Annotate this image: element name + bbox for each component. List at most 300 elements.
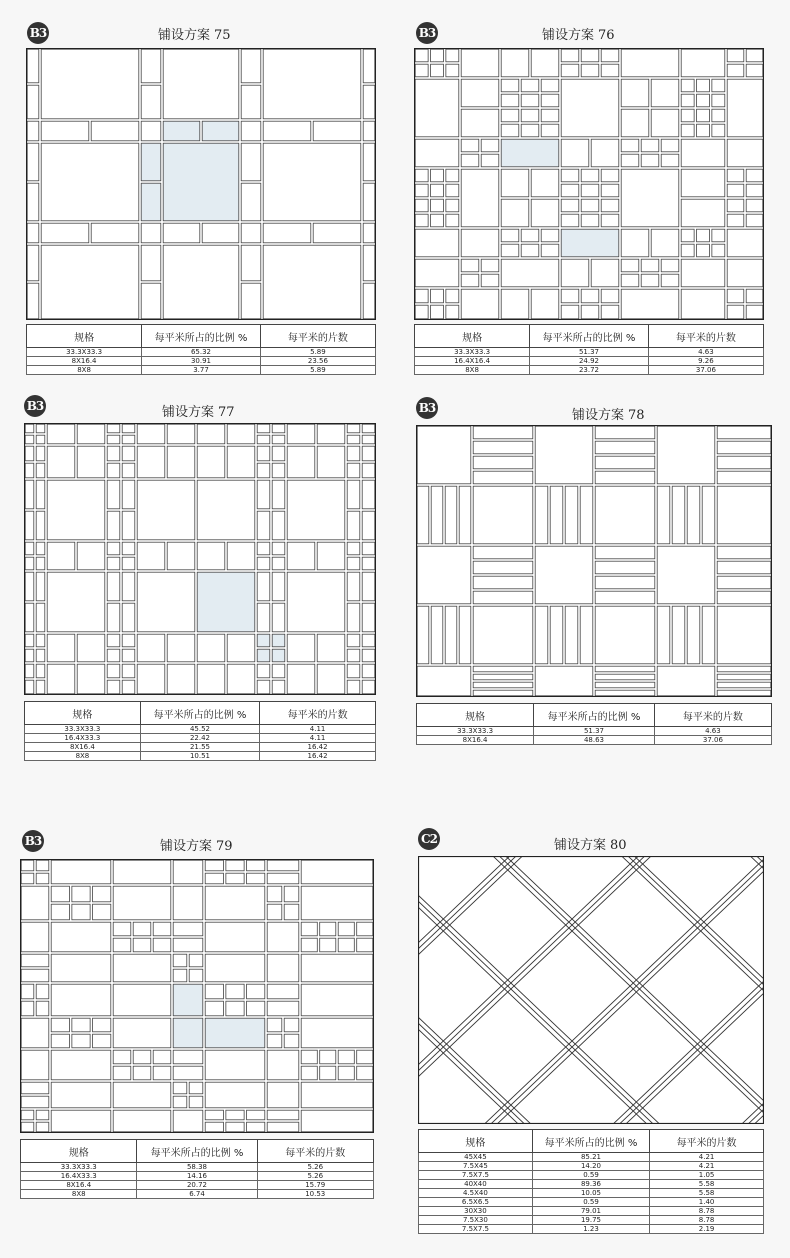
tile xyxy=(51,1050,111,1080)
tile xyxy=(561,305,579,319)
tile xyxy=(107,480,120,509)
tile xyxy=(473,666,533,672)
tile xyxy=(47,634,75,662)
tile xyxy=(347,664,360,678)
tile xyxy=(141,85,161,119)
table-cell: 5.58 xyxy=(650,1189,764,1198)
tile xyxy=(21,984,34,999)
tile xyxy=(727,305,744,319)
tile xyxy=(415,139,459,167)
tile xyxy=(257,446,270,461)
tile xyxy=(93,1034,111,1048)
tile xyxy=(197,664,225,694)
tile xyxy=(415,259,459,287)
tile xyxy=(247,873,265,884)
tile xyxy=(267,886,282,902)
tile xyxy=(595,561,655,574)
column-header: 每平米的片数 xyxy=(257,1140,374,1163)
tile xyxy=(267,1082,299,1108)
tile xyxy=(561,64,579,77)
tile xyxy=(257,542,270,555)
tile xyxy=(205,922,265,952)
table-row xyxy=(419,1207,764,1216)
tile xyxy=(47,480,105,540)
table-row xyxy=(419,1171,764,1180)
panel-title-text: 铺设方案 xyxy=(158,28,211,43)
tile xyxy=(241,283,261,319)
grout-line xyxy=(418,1010,764,1124)
tile xyxy=(363,49,375,83)
tile xyxy=(272,480,285,509)
table-row xyxy=(415,357,764,366)
tile xyxy=(36,557,45,570)
tile xyxy=(107,634,120,647)
tile xyxy=(672,486,685,544)
tile xyxy=(561,259,589,287)
column-header: 每平米的片数 xyxy=(650,1130,764,1153)
tile xyxy=(153,938,171,952)
grout-line xyxy=(418,856,764,1090)
tile xyxy=(473,690,533,696)
table-cell: 8X16.4 xyxy=(27,357,142,366)
tile xyxy=(746,184,763,197)
grout-line xyxy=(418,856,764,876)
table-cell: 4.11 xyxy=(260,725,376,734)
tile xyxy=(446,305,459,319)
tile xyxy=(461,139,479,152)
tile xyxy=(459,486,471,544)
tile xyxy=(362,680,375,694)
tile xyxy=(133,922,151,936)
tile xyxy=(317,542,345,570)
tile xyxy=(227,634,255,662)
tile xyxy=(595,426,655,439)
tile xyxy=(257,634,270,647)
spec-table xyxy=(418,1129,764,1234)
tile xyxy=(122,542,135,555)
tile xyxy=(320,1066,336,1080)
table-cell: 5.89 xyxy=(260,366,375,375)
tile xyxy=(717,471,771,484)
tile-pattern-diagram xyxy=(20,859,374,1133)
tile xyxy=(226,1110,244,1120)
spec-table xyxy=(20,1139,374,1199)
panel-title-text: 铺设方案 xyxy=(554,838,607,853)
tile xyxy=(595,456,655,469)
tile xyxy=(681,289,725,319)
tile xyxy=(21,1122,34,1132)
tile xyxy=(41,49,139,119)
tile xyxy=(717,546,771,559)
spec-table xyxy=(416,703,772,745)
tile xyxy=(535,426,593,484)
panel-badge: B3 xyxy=(416,22,438,44)
column-header: 每平米的片数 xyxy=(260,325,375,348)
tile xyxy=(717,690,771,696)
table-cell: 6.74 xyxy=(137,1190,257,1199)
tile xyxy=(301,938,317,952)
grout-line xyxy=(418,888,764,1124)
table-cell: 1.23 xyxy=(532,1225,649,1234)
tile xyxy=(445,486,457,544)
column-header: 规格 xyxy=(25,702,141,725)
tile xyxy=(521,109,539,122)
tile xyxy=(241,245,261,281)
tile xyxy=(601,169,619,182)
tile xyxy=(347,435,360,444)
tile xyxy=(267,860,299,871)
tile xyxy=(363,121,375,141)
table-cell: 7.5X7.5 xyxy=(419,1225,533,1234)
tile xyxy=(257,572,270,601)
tile xyxy=(727,49,744,62)
table-row xyxy=(21,1172,374,1181)
tile xyxy=(36,873,49,884)
table-cell: 0.59 xyxy=(532,1171,649,1180)
tile xyxy=(363,223,375,243)
tile xyxy=(91,223,139,243)
table-cell: 33.3X33.3 xyxy=(25,725,141,734)
tile xyxy=(25,680,34,694)
pattern-border xyxy=(419,857,764,1124)
tile xyxy=(501,139,559,167)
table-cell: 10.53 xyxy=(257,1190,374,1199)
tile xyxy=(27,283,39,319)
tile xyxy=(263,143,361,221)
tile xyxy=(27,223,39,243)
tile xyxy=(257,557,270,570)
panel-number: 78 xyxy=(628,408,645,423)
tile xyxy=(697,94,710,107)
tile xyxy=(362,446,375,461)
tile xyxy=(362,649,375,662)
spec-table xyxy=(414,324,764,375)
tile xyxy=(459,606,471,664)
tile xyxy=(197,424,225,444)
tile xyxy=(21,860,34,871)
tile xyxy=(51,860,111,884)
table-row xyxy=(419,1153,764,1162)
tile xyxy=(561,214,579,227)
table-cell: 4.21 xyxy=(650,1162,764,1171)
tile xyxy=(284,904,299,920)
tile xyxy=(446,64,459,77)
tile xyxy=(561,139,589,167)
tile xyxy=(347,603,360,632)
panel-title xyxy=(160,835,233,854)
tile xyxy=(257,649,270,662)
tile xyxy=(550,486,563,544)
table-cell: 16.42 xyxy=(260,752,376,761)
tile xyxy=(481,259,499,272)
tile xyxy=(651,229,679,257)
tile xyxy=(651,79,679,107)
tile xyxy=(417,606,429,664)
tile xyxy=(521,124,539,137)
tile xyxy=(287,480,345,540)
tile xyxy=(595,441,655,454)
tile xyxy=(320,1050,336,1064)
tile xyxy=(581,184,599,197)
tile xyxy=(362,664,375,678)
tile xyxy=(51,1034,69,1048)
tile xyxy=(362,480,375,509)
tile xyxy=(25,649,34,662)
tile xyxy=(93,886,111,902)
tile xyxy=(122,664,135,678)
tile xyxy=(167,424,195,444)
table-cell: 16.42 xyxy=(260,743,376,752)
tile xyxy=(241,121,261,141)
tile xyxy=(93,904,111,920)
tile xyxy=(272,424,285,433)
tile xyxy=(657,546,715,604)
column-header: 每平米所占的比例 % xyxy=(534,704,655,727)
tile xyxy=(263,49,361,119)
tile xyxy=(137,542,165,570)
tile xyxy=(561,184,579,197)
tile xyxy=(561,229,619,257)
tile xyxy=(257,480,270,509)
tile xyxy=(21,873,34,884)
tile xyxy=(122,572,135,601)
tile xyxy=(301,1110,373,1132)
grout-line xyxy=(418,856,764,968)
grout-line xyxy=(418,856,764,1124)
table-cell: 8X16.4 xyxy=(417,736,534,745)
tile xyxy=(417,546,471,604)
tile xyxy=(272,511,285,540)
tile xyxy=(535,546,593,604)
tile xyxy=(595,606,655,664)
tile xyxy=(267,1001,299,1016)
table-cell: 40X40 xyxy=(419,1180,533,1189)
tile xyxy=(77,424,105,444)
tile xyxy=(36,860,49,871)
tile xyxy=(415,64,428,77)
tile xyxy=(681,244,694,257)
tile xyxy=(107,511,120,540)
tile xyxy=(657,666,715,696)
tile xyxy=(241,49,261,83)
tile xyxy=(72,1018,90,1032)
tile xyxy=(727,229,763,257)
table-cell: 33.3X33.3 xyxy=(417,727,534,736)
tile xyxy=(226,1001,244,1016)
tile xyxy=(25,463,34,478)
tile xyxy=(51,886,69,902)
tile xyxy=(431,49,444,62)
table-row xyxy=(419,1162,764,1171)
tile xyxy=(25,511,34,540)
tile xyxy=(113,938,131,952)
tile xyxy=(446,214,459,227)
table-cell: 1.40 xyxy=(650,1198,764,1207)
tile xyxy=(727,199,744,212)
tile xyxy=(25,542,34,555)
tile xyxy=(173,922,203,936)
tile xyxy=(541,94,559,107)
tile xyxy=(205,860,223,871)
tile xyxy=(415,169,428,182)
tile xyxy=(287,446,315,478)
tile xyxy=(580,486,593,544)
tile xyxy=(362,435,375,444)
tile xyxy=(501,289,529,319)
tile xyxy=(227,446,255,478)
tile xyxy=(267,1018,282,1032)
tile xyxy=(651,109,679,137)
tile xyxy=(205,984,223,999)
tile xyxy=(657,426,715,484)
tile xyxy=(287,542,315,570)
column-header: 规格 xyxy=(21,1140,137,1163)
tile xyxy=(272,649,285,662)
table-cell: 8X8 xyxy=(21,1190,137,1199)
tile xyxy=(205,886,265,920)
tile xyxy=(153,1066,171,1080)
tile xyxy=(257,424,270,433)
tile xyxy=(72,904,90,920)
table-cell: 45X45 xyxy=(419,1153,533,1162)
tile xyxy=(122,603,135,632)
panel-title-text: 铺设方案 xyxy=(572,408,625,423)
tile xyxy=(267,873,299,884)
tile xyxy=(362,603,375,632)
tile xyxy=(712,79,725,92)
tile xyxy=(41,143,139,221)
tile xyxy=(272,446,285,461)
panel-badge: B3 xyxy=(27,22,49,44)
tile xyxy=(561,79,619,137)
tile xyxy=(272,435,285,444)
tile xyxy=(202,121,239,141)
table-row xyxy=(419,1189,764,1198)
tile xyxy=(561,199,579,212)
grout-line xyxy=(418,856,764,998)
tile xyxy=(301,984,373,1016)
tile xyxy=(712,244,725,257)
tile xyxy=(137,572,195,632)
tile xyxy=(247,1001,265,1016)
tile xyxy=(21,969,49,982)
tile xyxy=(473,591,533,604)
tile xyxy=(461,229,499,257)
tile xyxy=(141,223,161,243)
tile xyxy=(257,603,270,632)
tile-pattern-diagram xyxy=(418,856,764,1124)
tile xyxy=(641,259,659,272)
tile xyxy=(247,860,265,871)
tile xyxy=(21,886,49,920)
tile xyxy=(746,64,763,77)
table-cell: 5.58 xyxy=(650,1180,764,1189)
tile xyxy=(591,259,619,287)
table-cell: 4.63 xyxy=(654,727,771,736)
tile xyxy=(717,682,771,688)
tile xyxy=(661,259,679,272)
tile xyxy=(113,1018,171,1048)
grout-line xyxy=(418,856,764,888)
tile xyxy=(226,860,244,871)
tile xyxy=(473,606,533,664)
tile xyxy=(21,922,49,952)
tile xyxy=(197,572,255,632)
table-row xyxy=(415,366,764,375)
tile xyxy=(317,446,345,478)
tile xyxy=(41,121,89,141)
tile xyxy=(727,139,763,167)
tile xyxy=(565,486,578,544)
tile xyxy=(541,79,559,92)
tile xyxy=(595,674,655,680)
tile xyxy=(601,214,619,227)
tile xyxy=(661,139,679,152)
tile xyxy=(717,591,771,604)
tile xyxy=(197,542,225,570)
tile xyxy=(25,664,34,678)
tile xyxy=(746,214,763,227)
panel-badge: B3 xyxy=(22,830,44,852)
panel-title xyxy=(158,24,231,43)
tile xyxy=(137,480,195,540)
tile xyxy=(47,542,75,570)
tile xyxy=(36,435,45,444)
tile xyxy=(27,49,39,83)
tile xyxy=(272,634,285,647)
tile xyxy=(113,1110,171,1132)
tile xyxy=(561,289,579,303)
tile xyxy=(415,184,428,197)
tile xyxy=(113,1082,171,1108)
tile xyxy=(541,229,559,242)
tile xyxy=(107,446,120,461)
tile xyxy=(727,289,744,303)
tile xyxy=(173,886,203,920)
tile xyxy=(21,954,49,967)
tile xyxy=(461,169,499,227)
tile xyxy=(531,49,559,77)
tile xyxy=(657,486,670,544)
tile xyxy=(267,1050,299,1080)
tile xyxy=(122,446,135,461)
tile xyxy=(712,109,725,122)
tile xyxy=(51,954,111,982)
grout-line xyxy=(418,856,764,1124)
table-cell: 16.4X33.3 xyxy=(25,734,141,743)
tile xyxy=(550,606,563,664)
tile xyxy=(241,143,261,181)
tile xyxy=(641,154,659,167)
tile xyxy=(25,480,34,509)
grout-line xyxy=(418,856,764,882)
tile xyxy=(21,1050,49,1080)
tile xyxy=(415,289,428,303)
tile xyxy=(25,603,34,632)
grout-line xyxy=(418,856,764,1096)
column-header: 规格 xyxy=(415,325,530,348)
tile xyxy=(36,480,45,509)
tile xyxy=(501,169,529,197)
tile xyxy=(197,446,225,478)
tile xyxy=(473,441,533,454)
tile xyxy=(347,511,360,540)
table-row xyxy=(419,1180,764,1189)
tile xyxy=(347,463,360,478)
table-cell: 7.5X30 xyxy=(419,1216,533,1225)
tile xyxy=(347,572,360,601)
table-row xyxy=(25,725,376,734)
